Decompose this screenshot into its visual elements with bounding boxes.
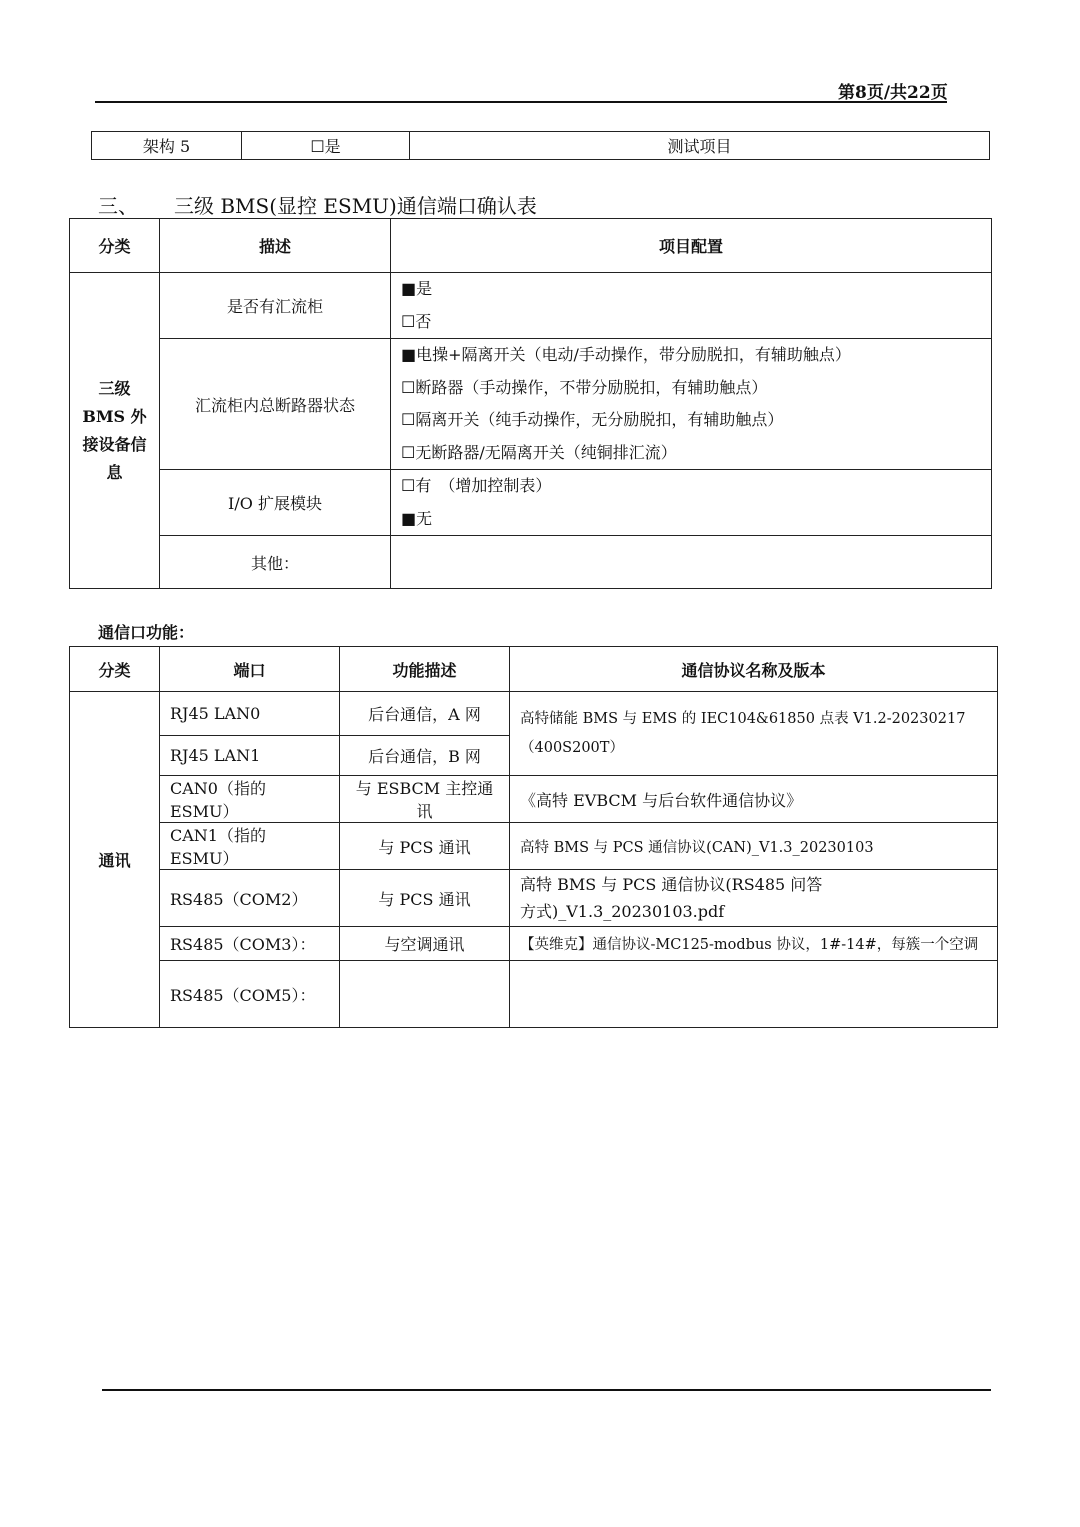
option-item: ■是 — [401, 279, 433, 298]
comm-func: 与 PCS 通讯 — [340, 823, 510, 870]
section-number: 三、 — [98, 194, 138, 218]
comm-protocol: 高特 BMS 与 PCS 通信协议(RS485 问答方式)_V1.3_20230103.pdf — [510, 870, 998, 927]
page-number: 第8页/共22页 — [838, 83, 948, 103]
comm-func: 与空调通讯 — [340, 927, 510, 961]
config-desc: 汇流柜内总断路器状态 — [160, 339, 391, 470]
comm-protocol — [510, 961, 998, 1028]
config-table — [69, 218, 992, 589]
comm-header-category: 分类 — [70, 647, 160, 692]
option-item: ☐无断路器/无隔离开关（纯铜排汇流） — [401, 442, 677, 462]
comm-header-protocol: 通信协议名称及版本 — [510, 647, 998, 692]
config-options — [391, 536, 992, 589]
comm-header-port: 端口 — [160, 647, 340, 692]
comm-port: RS485（COM2） — [160, 870, 340, 927]
top-table — [91, 131, 990, 160]
option-item: ☐有 （增加控制表） — [401, 476, 552, 495]
top-cell-1: 架构 5 — [92, 132, 242, 160]
config-desc: 其他： — [160, 536, 391, 589]
config-category: 三级 BMS 外接设备信息 — [70, 273, 160, 589]
option-item: ☐否 — [401, 311, 432, 331]
comm-protocol: 《高特 EVBCM 与后台软件通信协议》 — [510, 776, 998, 823]
option-item: ☐隔离开关（纯手动操作，无分励脱扣，有辅助触点） — [401, 410, 784, 429]
comm-func — [340, 961, 510, 1028]
option-item: ☐断路器（手动操作，不带分励脱扣，有辅助触点） — [401, 377, 768, 397]
header-rule — [95, 101, 947, 103]
comm-port: CAN1（指的 ESMU） — [160, 823, 340, 870]
comm-header-func: 功能描述 — [340, 647, 510, 692]
option-item: ■电操+隔离开关（电动/手动操作，带分励脱扣，有辅助触点） — [401, 345, 851, 364]
comm-func: 后台通信，B 网 — [340, 736, 510, 776]
footer-rule — [102, 1389, 991, 1391]
config-header-config: 项目配置 — [391, 219, 992, 273]
section-title — [98, 190, 537, 219]
option-item: ■无 — [401, 508, 433, 528]
section-text: 三级 BMS(显控 ESMU)通信端口确认表 — [174, 194, 537, 218]
comm-func: 与 ESBCM 主控通讯 — [340, 776, 510, 823]
comm-func: 后台通信，A 网 — [340, 692, 510, 736]
comm-table — [69, 646, 998, 1028]
comm-port: CAN0（指的 ESMU） — [160, 776, 340, 823]
comm-port: RS485（COM3）： — [160, 927, 340, 961]
comm-category: 通讯 — [70, 692, 160, 1028]
config-desc: I/O 扩展模块 — [160, 470, 391, 536]
top-cell-2: ☐是 — [242, 132, 410, 160]
top-cell-3: 测试项目 — [410, 132, 990, 160]
config-desc: 是否有汇流柜 — [160, 273, 391, 339]
comm-protocol-lan: 高特储能 BMS 与 EMS 的 IEC104&61850 点表 V1.2-20230217（400S200T） — [510, 692, 998, 776]
comm-port: RJ45 LAN1 — [160, 736, 340, 776]
comm-func: 与 PCS 通讯 — [340, 870, 510, 927]
config-header-desc: 描述 — [160, 219, 391, 273]
config-options — [391, 470, 992, 536]
config-header-category: 分类 — [70, 219, 160, 273]
comm-protocol: 高特 BMS 与 PCS 通信协议(CAN)_V1.3_20230103 — [510, 823, 998, 870]
config-options — [391, 273, 992, 339]
config-options — [391, 339, 992, 470]
comm-port: RS485（COM5）： — [160, 961, 340, 1028]
comm-protocol: 【英维克】通信协议-MC125-modbus 协议，1#-14#，每簇一个空调 — [510, 927, 998, 961]
comm-subtitle: 通信口功能： — [98, 623, 195, 642]
comm-port: RJ45 LAN0 — [160, 692, 340, 736]
